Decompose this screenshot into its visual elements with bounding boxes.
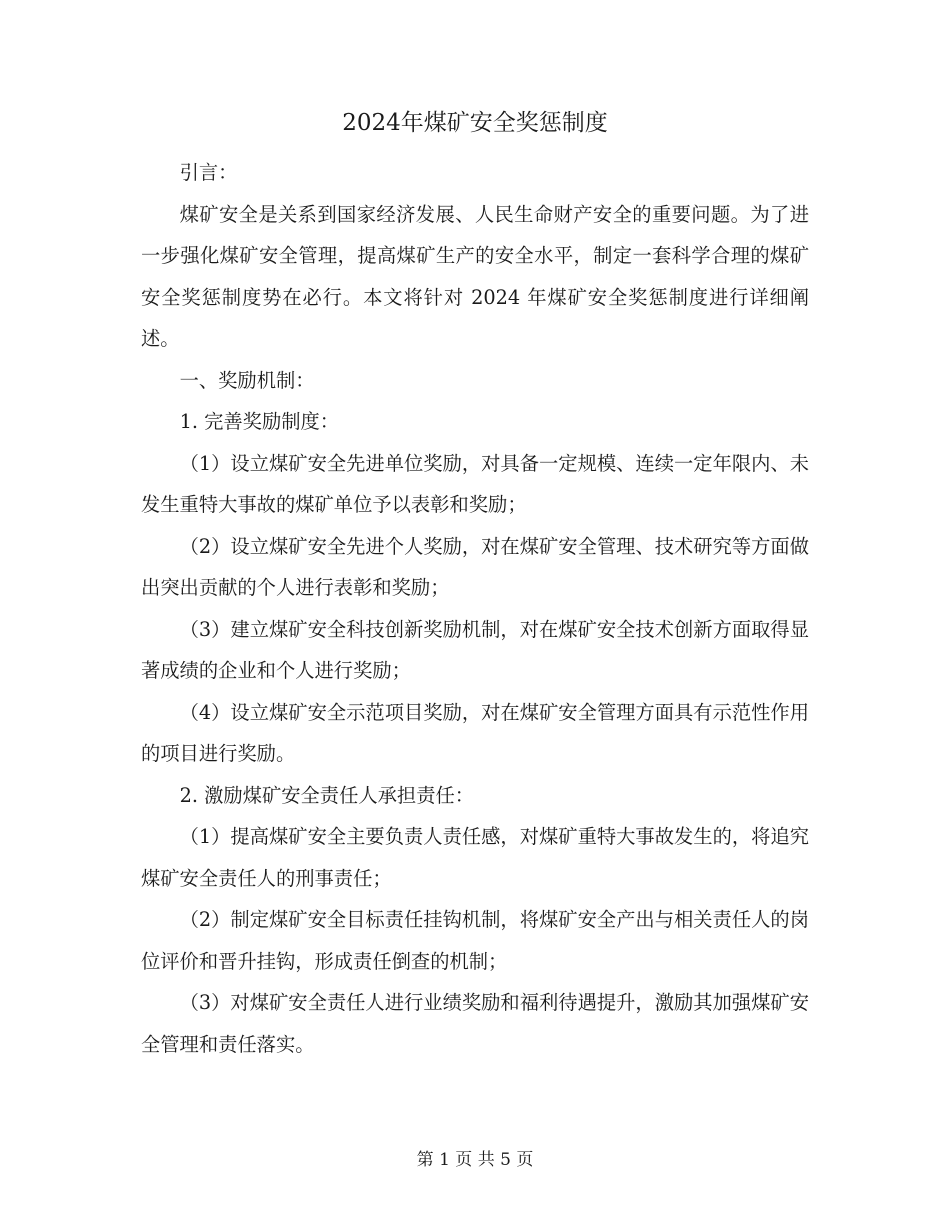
paragraph-intro-heading: 引言： (179, 161, 238, 184)
list-item: （3）建立煤矿安全科技创新奖励机制，对在煤矿安全技术创新方面取得显著成绩的企业和个人进行奖励； (141, 617, 809, 682)
section-heading-reward-mechanism: 一、奖励机制： (179, 368, 315, 392)
list-item: （4）设立煤矿安全示范项目奖励，对在煤矿安全管理方面具有示范性作用的项目进行奖励。 (141, 700, 809, 765)
list-item: （2）设立煤矿安全先进个人奖励，对在煤矿安全管理、技术研究等方面做出突出贡献的个人进行表彰和奖励； (141, 534, 809, 599)
list-item: （3）对煤矿安全责任人进行业绩奖励和福利待遇提升，激励其加强煤矿安全管理和责任落实。 (141, 991, 809, 1056)
document-body (141, 152, 809, 1065)
list-item: （1）设立煤矿安全先进单位奖励，对具备一定规模、连续一定年限内、未发生重特大事故的煤矿单位予以表彰和奖励； (141, 451, 809, 516)
subsection-heading-improve-reward: 1. 完善奖励制度： (179, 410, 340, 433)
document-title: 2024年煤矿安全奖惩制度 (342, 110, 608, 136)
paragraph-intro: 煤矿安全是关系到国家经济发展、人民生命财产安全的重要问题。为了进一步强化煤矿安全管理，提高煤矿生产的安全水平，制定一套科学合理的煤矿安全奖惩制度势在必行。本文将针对 2024 年煤矿安全奖惩制度进行详细阐述。 (141, 202, 809, 350)
subsection-heading-responsibility: 2. 激励煤矿安全责任人承担责任： (179, 783, 475, 807)
list-item: （2）制定煤矿安全目标责任挂钩机制，将煤矿安全产出与相关责任人的岗位评价和晋升挂钩，形成责任倒查的机制； (141, 908, 809, 973)
list-item: （1）提高煤矿安全主要负责人责任感，对煤矿重特大事故发生的，将追究煤矿安全责任人的刑事责任； (141, 825, 809, 890)
page-number-footer: 第 1 页 共 5 页 (416, 1150, 534, 1170)
